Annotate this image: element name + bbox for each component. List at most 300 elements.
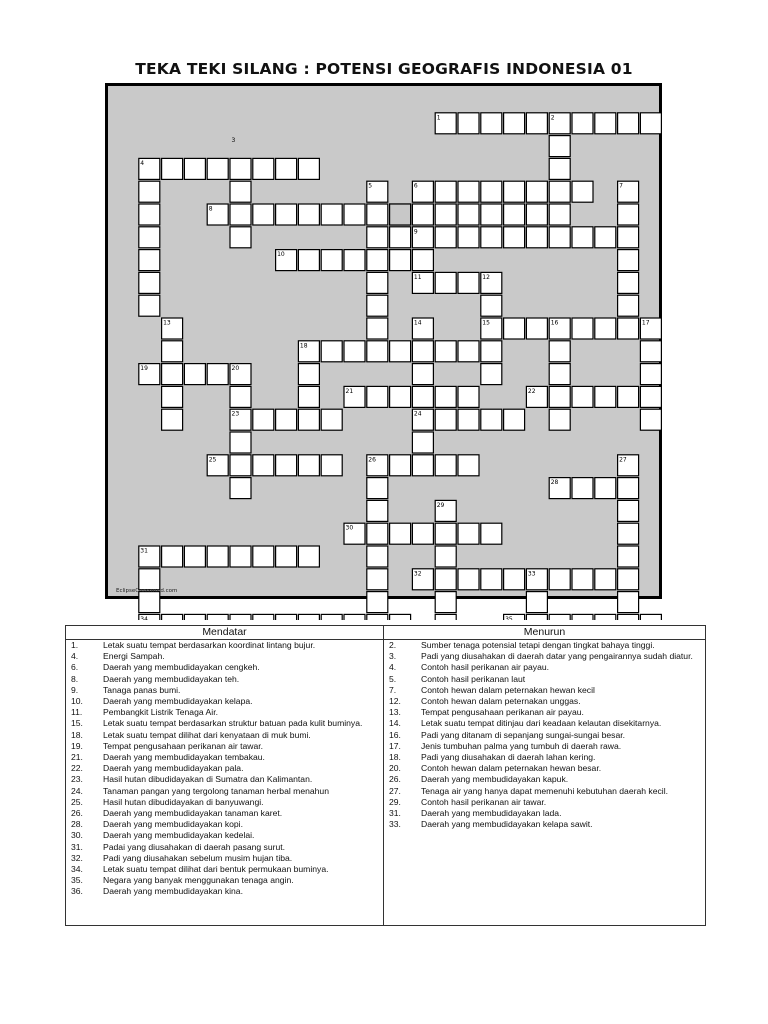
clue-text: Padai yang diusahakan di daerah pasang surut. <box>103 841 286 852</box>
clue-number: 11. <box>71 707 83 718</box>
grid-cell[interactable] <box>640 409 661 430</box>
grid-cell[interactable] <box>230 455 251 476</box>
grid-cell[interactable] <box>458 113 479 134</box>
grid-cell[interactable] <box>526 204 547 225</box>
grid-cell[interactable] <box>321 409 342 430</box>
clue-number-label: 12 <box>482 273 490 281</box>
clue-number-label: 16 <box>550 319 559 327</box>
grid-cell[interactable] <box>595 113 616 134</box>
clue-number: 21. <box>71 752 83 763</box>
clue-number-label: 9 <box>413 228 418 236</box>
grid-cell[interactable] <box>618 227 639 248</box>
grid-cell[interactable] <box>618 295 639 316</box>
grid-cell[interactable] <box>549 409 570 430</box>
clue-row <box>66 808 383 819</box>
grid-cell[interactable] <box>298 409 319 430</box>
grid-cell[interactable] <box>481 409 502 430</box>
grid-cell[interactable] <box>595 478 616 499</box>
clue-row <box>66 741 383 752</box>
grid-cell[interactable] <box>298 158 319 179</box>
clue-number: 31. <box>71 841 83 852</box>
clue-number: 34. <box>71 864 83 875</box>
grid-cell[interactable] <box>230 614 251 620</box>
grid-cell[interactable] <box>526 318 547 339</box>
grid-cell[interactable] <box>367 295 388 316</box>
grid-cell[interactable] <box>504 204 525 225</box>
grid-cell[interactable] <box>435 523 456 544</box>
clue-text: Hasil hutan dibudidayakan di banyuwangi. <box>103 796 264 807</box>
grid-cell[interactable] <box>549 386 570 407</box>
grid-cell[interactable] <box>640 386 661 407</box>
clue-text: Daerah yang membudidayakan lada. <box>421 808 562 819</box>
grid-cell[interactable] <box>298 250 319 271</box>
grid-cell[interactable] <box>504 318 525 339</box>
grid-cell[interactable] <box>435 455 456 476</box>
clue-number: 6. <box>71 662 79 673</box>
grid-cell[interactable] <box>230 227 251 248</box>
clue-number: 31. <box>389 808 401 819</box>
grid-cell[interactable] <box>618 592 639 613</box>
clue-row <box>66 886 383 897</box>
grid-cell[interactable] <box>435 181 456 202</box>
clue-text: Tenaga air yang hanya dapat memenuhi kebutuhan daerah kecil. <box>421 785 669 796</box>
grid-cell[interactable] <box>230 478 251 499</box>
grid-cell[interactable] <box>526 181 547 202</box>
clue-row <box>66 752 383 763</box>
clue-number-label: 27 <box>619 456 627 464</box>
grid-cell[interactable] <box>367 318 388 339</box>
grid-cell[interactable] <box>344 204 365 225</box>
grid-cell[interactable] <box>298 364 319 385</box>
clue-text: Daerah yang membudidayakan teh. <box>103 673 240 684</box>
clue-text: Contoh hasil perikanan air tawar. <box>421 796 547 807</box>
grid-cell[interactable] <box>298 614 319 620</box>
clue-text: Contoh hasil perikanan laut <box>421 673 526 684</box>
clue-row <box>66 842 383 853</box>
clue-number: 16. <box>389 729 401 740</box>
clue-row <box>66 662 383 673</box>
grid-cell[interactable] <box>162 386 183 407</box>
clue-text: Letak suatu tempat berdasarkan koordinat lintang bujur. <box>103 640 316 650</box>
grid-cell[interactable] <box>618 204 639 225</box>
clue-number-label: 1 <box>436 114 441 122</box>
clue-row <box>66 640 383 651</box>
grid-cell[interactable] <box>526 614 547 620</box>
grid-cell[interactable] <box>253 546 274 567</box>
clue-number-label: 5 <box>368 182 373 190</box>
grid-cell[interactable] <box>549 364 570 385</box>
grid-cell[interactable] <box>162 614 183 620</box>
grid-cell[interactable] <box>481 113 502 134</box>
clue-number-label: 23 <box>231 410 240 418</box>
clue-text: Letak suatu tempat berdasarkan struktur batuan pada kulit buminya. <box>103 718 363 729</box>
grid-cell[interactable] <box>572 478 593 499</box>
clue-row <box>384 707 705 718</box>
clue-number-label: 28 <box>550 479 559 487</box>
grid-cell[interactable] <box>412 432 433 453</box>
clue-number-label: 30 <box>345 524 354 532</box>
grid-cell[interactable] <box>184 364 205 385</box>
clue-text: Contoh hewan dalam peternakan hewan kecil <box>421 684 595 695</box>
grid-cell[interactable] <box>139 592 160 613</box>
grid-cell[interactable] <box>207 158 228 179</box>
watermark: EclipseCrossword.com <box>116 588 178 594</box>
grid-cell[interactable] <box>481 227 502 248</box>
grid-cell[interactable] <box>481 523 502 544</box>
clue-number: 5. <box>389 673 397 684</box>
grid-cell[interactable] <box>435 592 456 613</box>
clue-row <box>66 651 383 662</box>
shaded-grid-cell[interactable] <box>390 204 411 225</box>
grid-cell[interactable] <box>435 569 456 590</box>
clue-number-label: 3 <box>231 137 236 145</box>
grid-cell[interactable] <box>458 272 479 293</box>
grid-cell[interactable] <box>435 204 456 225</box>
grid-cell[interactable] <box>139 204 160 225</box>
grid-cell[interactable] <box>458 227 479 248</box>
grid-cell[interactable] <box>435 409 456 430</box>
grid-cell[interactable] <box>572 386 593 407</box>
grid-cell[interactable] <box>481 204 502 225</box>
clue-number-label: 14 <box>413 319 422 327</box>
clue-number-label: 15 <box>482 319 490 327</box>
grid-cell[interactable] <box>595 386 616 407</box>
grid-cell[interactable] <box>504 113 525 134</box>
clue-row <box>66 730 383 741</box>
clue-row <box>66 696 383 707</box>
grid-cell[interactable] <box>367 227 388 248</box>
clue-row <box>384 685 705 696</box>
clue-number: 9. <box>71 684 79 695</box>
clue-row <box>384 808 705 819</box>
grid-cell[interactable] <box>276 455 297 476</box>
grid-cell[interactable] <box>344 614 365 620</box>
grid-cell[interactable] <box>162 546 183 567</box>
clue-row <box>66 797 383 808</box>
clue-row <box>384 696 705 707</box>
grid-cell[interactable] <box>367 546 388 567</box>
grid-cell[interactable] <box>481 295 502 316</box>
grid-cell[interactable] <box>595 614 616 620</box>
grid-cell[interactable] <box>390 227 411 248</box>
grid-cell[interactable] <box>162 341 183 362</box>
grid-cell[interactable] <box>139 295 160 316</box>
grid-cell[interactable] <box>276 158 297 179</box>
grid-cell[interactable] <box>640 614 661 620</box>
clue-number: 17. <box>389 740 401 751</box>
clue-text: Daerah yang membudidayakan pala. <box>103 763 244 774</box>
clue-row <box>66 875 383 886</box>
grid-cell[interactable] <box>526 592 547 613</box>
grid-cell[interactable] <box>640 364 661 385</box>
clue-text: Daerah yang membudidayakan kina. <box>103 886 243 897</box>
grid-cell[interactable] <box>458 409 479 430</box>
grid-cell[interactable] <box>344 341 365 362</box>
grid-cell[interactable] <box>618 113 639 134</box>
clue-number: 36. <box>71 886 83 897</box>
grid-cell[interactable] <box>458 569 479 590</box>
grid-cell[interactable] <box>435 614 456 620</box>
grid-cell[interactable] <box>162 409 183 430</box>
grid-cell[interactable] <box>367 478 388 499</box>
grid-cell[interactable] <box>253 455 274 476</box>
grid-cell[interactable] <box>504 569 525 590</box>
grid-cell[interactable] <box>367 500 388 521</box>
grid-cell[interactable] <box>367 523 388 544</box>
grid-cell[interactable] <box>412 523 433 544</box>
page-title: TEKA TEKI SILANG : POTENSI GEOGRAFIS INDONESIA 01 <box>135 60 633 78</box>
clue-table <box>65 625 706 926</box>
grid-cell[interactable] <box>640 341 661 362</box>
clue-number-label: 25 <box>208 456 217 464</box>
grid-cell[interactable] <box>276 204 297 225</box>
grid-cell[interactable] <box>390 386 411 407</box>
grid-cell[interactable] <box>435 227 456 248</box>
grid-cell[interactable] <box>618 569 639 590</box>
grid-cell[interactable] <box>412 455 433 476</box>
clue-number: 23. <box>71 774 83 785</box>
clue-number: 12. <box>389 696 401 707</box>
grid-cell[interactable] <box>390 341 411 362</box>
grid-cell[interactable] <box>618 546 639 567</box>
grid-cell[interactable] <box>481 364 502 385</box>
clue-row <box>66 674 383 685</box>
clue-number-label: 17 <box>641 319 650 327</box>
grid-cell[interactable] <box>253 614 274 620</box>
grid-cell[interactable] <box>367 614 388 620</box>
grid-cell[interactable] <box>481 569 502 590</box>
grid-cell[interactable] <box>549 569 570 590</box>
clue-text: Tempat pengusahaan perikanan air payau. <box>421 707 584 718</box>
clue-row <box>384 651 705 662</box>
grid-cell[interactable] <box>481 341 502 362</box>
grid-cell[interactable] <box>184 614 205 620</box>
grid-cell[interactable] <box>549 227 570 248</box>
clue-text: Contoh hewan dalam peternakan hewan besar. <box>421 763 602 774</box>
grid-cell[interactable] <box>321 250 342 271</box>
grid-cell[interactable] <box>526 227 547 248</box>
clue-number: 1. <box>71 640 79 650</box>
grid-cell[interactable] <box>276 409 297 430</box>
menurun-heading: Menurun <box>384 626 706 640</box>
clue-number: 32. <box>71 852 83 863</box>
clue-row <box>66 707 383 718</box>
grid-cell[interactable] <box>230 546 251 567</box>
clue-text: Daerah yang membudidayakan kopi. <box>103 819 243 830</box>
clue-row <box>384 774 705 785</box>
grid-cell[interactable] <box>526 113 547 134</box>
grid-cell[interactable] <box>549 204 570 225</box>
grid-cell[interactable] <box>435 272 456 293</box>
grid-cell[interactable] <box>549 136 570 157</box>
grid-cell[interactable] <box>139 250 160 271</box>
clue-number-label: 8 <box>208 205 213 213</box>
clue-text: Tanaman pangan yang tergolong tanaman herbal menahun <box>103 785 329 796</box>
grid-cell[interactable] <box>458 204 479 225</box>
clue-number: 29. <box>389 796 401 807</box>
grid-cell[interactable] <box>412 250 433 271</box>
mendatar-heading: Mendatar <box>66 626 384 640</box>
grid-cell[interactable] <box>572 227 593 248</box>
clue-text: Daerah yang membudidayakan kelapa. <box>103 696 253 707</box>
grid-cell[interactable] <box>321 614 342 620</box>
grid-cell[interactable] <box>458 181 479 202</box>
grid-cell[interactable] <box>435 341 456 362</box>
grid-cell[interactable] <box>412 341 433 362</box>
clue-number: 22. <box>71 763 83 774</box>
grid-cell[interactable] <box>504 409 525 430</box>
grid-cell[interactable] <box>298 455 319 476</box>
grid-cell[interactable] <box>435 546 456 567</box>
grid-cell[interactable] <box>367 592 388 613</box>
grid-cell[interactable] <box>458 386 479 407</box>
grid-cell[interactable] <box>618 523 639 544</box>
grid-cell[interactable] <box>207 546 228 567</box>
grid-cell[interactable] <box>549 614 570 620</box>
grid-cell[interactable] <box>458 523 479 544</box>
grid-cell[interactable] <box>253 409 274 430</box>
clue-row <box>66 786 383 797</box>
clue-text: Negara yang banyak menggunakan tenaga angin. <box>103 875 294 886</box>
clue-number: 30. <box>71 830 83 841</box>
grid-cell[interactable] <box>230 158 251 179</box>
grid-cell[interactable] <box>367 341 388 362</box>
grid-cell[interactable] <box>640 113 661 134</box>
grid-cell[interactable] <box>618 386 639 407</box>
grid-cell[interactable] <box>253 204 274 225</box>
grid-cell[interactable] <box>230 181 251 202</box>
grid-cell[interactable] <box>139 569 160 590</box>
clue-text: Daerah yang membudidayakan cengkeh. <box>103 662 260 673</box>
grid-cell[interactable] <box>367 250 388 271</box>
grid-cell[interactable] <box>412 386 433 407</box>
clue-row <box>66 853 383 864</box>
clue-number-label: 2 <box>550 114 555 122</box>
grid-cell[interactable] <box>230 204 251 225</box>
clue-text: Tempat pengusahaan perikanan air tawar. <box>103 740 264 751</box>
grid-cell[interactable] <box>230 386 251 407</box>
grid-cell[interactable] <box>344 250 365 271</box>
clue-number: 3. <box>389 651 397 662</box>
clue-row <box>384 786 705 797</box>
grid-cell[interactable] <box>184 158 205 179</box>
clue-row <box>66 718 383 729</box>
grid-cell[interactable] <box>390 523 411 544</box>
grid-cell[interactable] <box>298 386 319 407</box>
grid-cell[interactable] <box>618 250 639 271</box>
grid-cell[interactable] <box>276 546 297 567</box>
grid-cell[interactable] <box>390 250 411 271</box>
clue-number: 10. <box>71 696 83 707</box>
grid-cell[interactable] <box>435 386 456 407</box>
grid-cell[interactable] <box>162 364 183 385</box>
clue-number: 15. <box>71 718 83 729</box>
grid-cell[interactable] <box>139 272 160 293</box>
clue-number-label: 22 <box>527 387 536 395</box>
grid-cell[interactable] <box>595 318 616 339</box>
grid-cell[interactable] <box>595 569 616 590</box>
menurun-clue-list <box>384 640 705 830</box>
grid-cell[interactable] <box>549 181 570 202</box>
clue-row <box>384 674 705 685</box>
grid-cell[interactable] <box>504 181 525 202</box>
clue-number-label: 6 <box>413 182 418 190</box>
grid-cell[interactable] <box>618 318 639 339</box>
clue-number: 26. <box>71 808 83 819</box>
grid-cell[interactable] <box>572 113 593 134</box>
grid-cell[interactable] <box>139 181 160 202</box>
grid-cell[interactable] <box>618 272 639 293</box>
grid-cell[interactable] <box>207 364 228 385</box>
clue-number: 18. <box>389 752 401 763</box>
clue-number-label: 11 <box>413 273 422 281</box>
grid-cell[interactable] <box>549 158 570 179</box>
mendatar-clue-list <box>66 640 383 898</box>
grid-cell[interactable] <box>504 227 525 248</box>
grid-cell[interactable] <box>572 181 593 202</box>
grid-cell[interactable] <box>367 386 388 407</box>
clue-number: 2. <box>389 640 397 650</box>
grid-cell[interactable] <box>253 158 274 179</box>
clue-row <box>66 685 383 696</box>
clue-text: Letak suatu tempat dilihat dari kenyataan di muk bumi. <box>103 729 311 740</box>
grid-cell[interactable] <box>321 341 342 362</box>
clue-row <box>66 763 383 774</box>
clue-number: 7. <box>389 684 397 695</box>
grid-cell[interactable] <box>207 614 228 620</box>
clue-text: Padi yang diusahakan di daerah datar yang pengairannya sudah diatur. <box>421 651 693 662</box>
grid-cell[interactable] <box>184 546 205 567</box>
grid-cell[interactable] <box>618 478 639 499</box>
grid-cell[interactable] <box>595 227 616 248</box>
grid-cell[interactable] <box>481 181 502 202</box>
grid-cell[interactable] <box>276 614 297 620</box>
clue-row <box>384 730 705 741</box>
grid-cell[interactable] <box>367 204 388 225</box>
grid-cell[interactable] <box>458 455 479 476</box>
grid-cell[interactable] <box>390 614 411 620</box>
grid-cell[interactable] <box>230 432 251 453</box>
grid-cell[interactable] <box>618 500 639 521</box>
grid-cell[interactable] <box>412 204 433 225</box>
grid-cell[interactable] <box>321 204 342 225</box>
grid-cell[interactable] <box>572 614 593 620</box>
clue-row <box>384 763 705 774</box>
grid-cell[interactable] <box>412 364 433 385</box>
grid-cell[interactable] <box>572 318 593 339</box>
grid-cell[interactable] <box>298 204 319 225</box>
grid-cell[interactable] <box>298 546 319 567</box>
clue-number: 4. <box>389 662 397 673</box>
grid-cell[interactable] <box>367 272 388 293</box>
grid-cell[interactable] <box>162 158 183 179</box>
grid-cell[interactable] <box>321 455 342 476</box>
grid-cell[interactable] <box>367 569 388 590</box>
clue-number-label: 34 <box>140 615 148 620</box>
clue-text: Padi yang diusahakan sebelum musim hujan tiba. <box>103 852 293 863</box>
clue-number-label: 4 <box>140 159 145 167</box>
clue-text: Daerah yang membudidayakan kelapa sawit. <box>421 819 593 830</box>
grid-cell[interactable] <box>618 614 639 620</box>
clue-row <box>66 864 383 875</box>
grid-cell[interactable] <box>549 341 570 362</box>
clue-number-label: 29 <box>436 501 445 509</box>
grid-cell[interactable] <box>390 455 411 476</box>
grid-cell[interactable] <box>458 341 479 362</box>
mendatar-column <box>66 640 384 926</box>
grid-cell[interactable] <box>572 569 593 590</box>
grid-cell[interactable] <box>139 227 160 248</box>
